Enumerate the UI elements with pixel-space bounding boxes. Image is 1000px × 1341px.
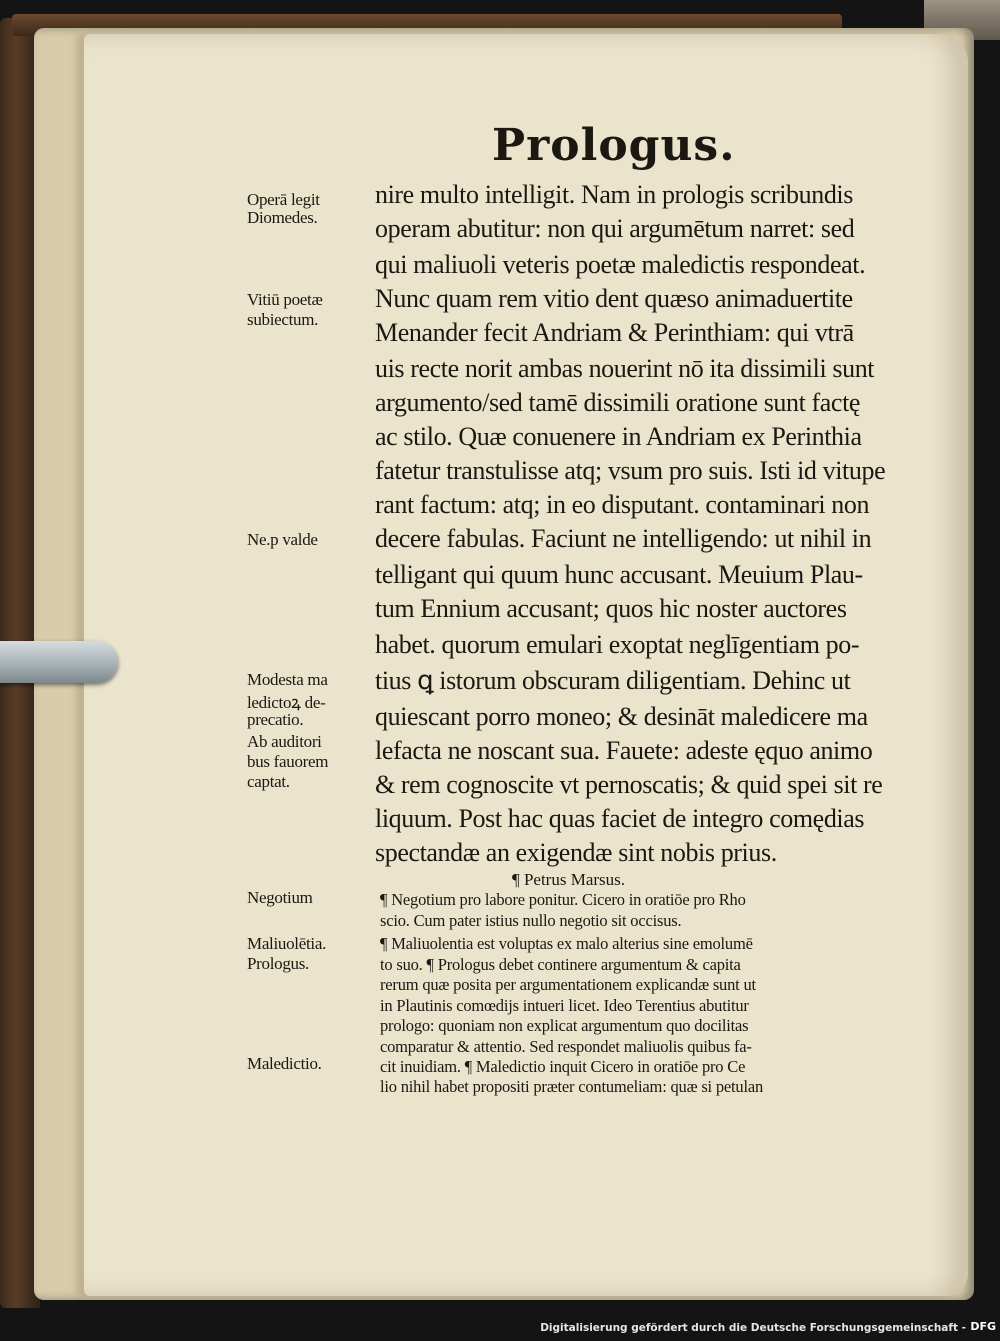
main-text-line: rant factum: atq; in eo disputant. contaminari non	[375, 490, 870, 519]
main-text-line: telligant qui quum hunc accusant. Meuium Plau-	[375, 560, 863, 589]
main-text-line: quiescant porro moneo; & desināt maledicere ma	[375, 702, 868, 731]
margin-note-line: subiectum.	[247, 310, 319, 329]
margin-note-line: Maledictio.	[247, 1054, 322, 1073]
main-text-line: ac stilo. Quæ conuenere in Andriam ex Perinthia	[375, 422, 862, 451]
main-text-line: Menander fecit Andriam & Perinthiam: qui vtrā	[375, 318, 854, 347]
margin-note-line: Ne.p valde	[247, 530, 318, 549]
commentary-line: cit inuidiam. ¶ Maledictio inquit Cicero in oratiōe pro Ce	[380, 1057, 746, 1076]
commentary-line: ¶ Negotium pro labore ponitur. Cicero in oratiōe pro Rho	[380, 890, 746, 909]
commentary-line: comparatur & attentio. Sed respondet maliuolis quibus fa-	[380, 1037, 752, 1056]
margin-note-line: ledictoꝝ de-	[247, 693, 326, 712]
main-text-line: tius ꝗ istorum obscuram diligentiam. Dehinc ut	[375, 666, 851, 695]
main-text-line: fatetur transtulisse atq; vsum pro suis. Isti id vitupe	[375, 456, 886, 485]
main-text-line: lefacta ne noscant sua. Fauete: adeste ęquo animo	[375, 736, 873, 765]
main-text-line: nire multo intelligit. Nam in prologis scribundis	[375, 180, 853, 209]
margin-note-line: precatio.	[247, 710, 304, 729]
margin-note-line: Modesta ma	[247, 670, 328, 689]
margin-note-line: Operā legit	[247, 190, 320, 209]
main-text-line: Nunc quam rem vitio dent quæso animaduertite	[375, 284, 853, 313]
commentary-line: prologo: quoniam non explicat argumentum quo docilitas	[380, 1016, 749, 1035]
commentary-line: to suo. ¶ Prologus debet continere argumentum & capita	[380, 955, 741, 974]
commentary-line: scio. Cum pater istius nullo negotio sit occisus.	[380, 911, 682, 930]
main-text-line: operam abutitur: non qui argumētum narret: sed	[375, 214, 855, 243]
main-text-line: decere fabulas. Faciunt ne intelligendo: ut nihil in	[375, 524, 872, 553]
main-text-line: spectandæ an exigendæ sint nobis prius.	[375, 838, 777, 867]
margin-note-line: Vitiū poetæ	[247, 290, 323, 309]
dfg-logo: DFG	[970, 1320, 996, 1333]
commentary-line: in Plautinis comœdijs intueri licet. Ideo Terentius abutitur	[380, 996, 749, 1015]
margin-note-line: Maliuolētia.	[247, 934, 327, 953]
main-text-line: qui maliuoli veteris poetæ maledictis respondeat.	[375, 250, 866, 279]
commentary-line: ¶ Maliuolentia est voluptas ex malo alterius sine emolumē	[380, 934, 753, 953]
margin-note-line: Diomedes.	[247, 208, 318, 227]
margin-note-line: Prologus.	[247, 954, 310, 973]
commentary-heading: ¶ Petrus Marsus.	[512, 870, 626, 889]
main-text-line: uis recte norit ambas nouerint nō ita dissimili sunt	[375, 354, 875, 383]
main-text-line: & rem cognoscite vt pernoscatis; & quid spei sit re	[375, 770, 883, 799]
digitization-credit: Digitalisierung gefördert durch die Deutsche Forschungsgemeinschaft -	[540, 1322, 966, 1334]
commentary-line: lio nihil habet propositi præter contumeliam: quæ si petulan	[380, 1077, 764, 1096]
margin-note-line: Negotium	[247, 888, 313, 907]
main-text-line: habet. quorum emulari exoptat neglīgentiam po-	[375, 630, 860, 659]
commentary-line: rerum quæ posita per argumentationem explicandæ sunt ut	[380, 975, 756, 994]
main-text-line: liquum. Post hac quas faciet de integro comędias	[375, 804, 865, 833]
margin-note-line: captat.	[247, 772, 290, 791]
main-text-line: argumento/sed tamē dissimili oratione sunt factę	[375, 388, 861, 417]
bookmark-strip	[0, 641, 118, 683]
margin-note-line: Ab auditori	[247, 732, 322, 751]
margin-note-line: bus fauorem	[247, 752, 329, 771]
page-heading: Prologus.	[492, 120, 736, 171]
main-text-line: tum Ennium accusant; quos hic noster auctores	[375, 594, 847, 623]
